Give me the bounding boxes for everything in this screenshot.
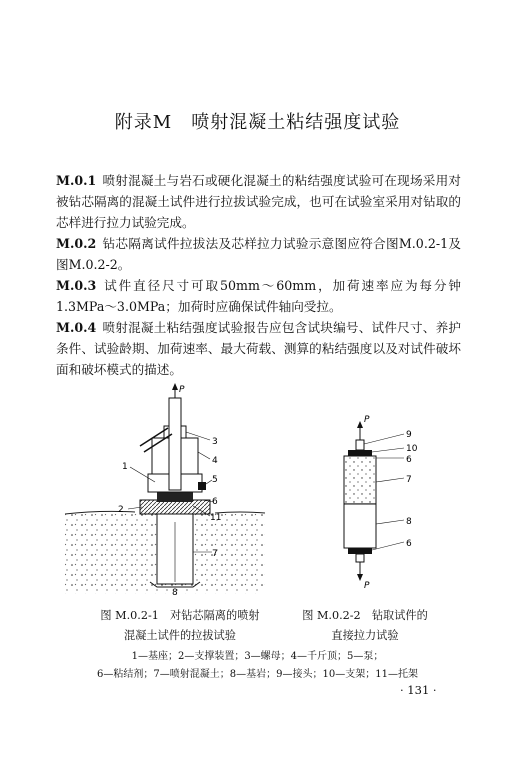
label-6: 6 xyxy=(212,497,218,507)
section-code: M.0.2 xyxy=(56,236,97,251)
section-text: 钻芯隔离试件拉拔法及芯样拉力试验示意图应符合图M.0.2-1及图M.0.2-2。 xyxy=(56,236,461,272)
label-6-bottom: 6 xyxy=(406,539,412,549)
joint xyxy=(356,440,364,450)
label-p-bottom: P xyxy=(364,581,370,591)
figure1-caption xyxy=(80,606,280,646)
label-8: 8 xyxy=(172,588,178,597)
label-1: 1 xyxy=(122,462,128,472)
label-10: 10 xyxy=(406,444,418,454)
section-text: 喷射混凝土粘结强度试验报告应包含试块编号、试件尺寸、养护条件、试验龄期、加荷速率、最大荷载、测算的粘结强度以及对试件破坏面和破坏模式的描述。 xyxy=(56,320,461,377)
section-code: M.0.4 xyxy=(56,320,97,335)
label-8: 8 xyxy=(406,517,412,527)
page-title: 附录M 喷射混凝土粘结强度试验 xyxy=(114,112,401,133)
section-text: 试件直径尺寸可取50mm～60mm，加荷速率应为每分钟1.3MPa～3.0MPa；加荷时应确保试件轴向受拉。 xyxy=(56,278,461,314)
ground-surface-line xyxy=(65,511,135,514)
section-code: M.0.3 xyxy=(56,278,97,293)
figure-direct-tension-test xyxy=(320,412,430,592)
label-7: 7 xyxy=(406,475,412,485)
shotcrete-core xyxy=(344,456,376,504)
section-text: 喷射混凝土与岩石或硬化混凝土的粘结强度试验可在现场采用对被钻芯隔离的混凝土试件进行拉拔试验完成，也可在试验室采用对钻取的芯样进行拉力试验完成。 xyxy=(56,173,461,230)
page-number: · 131 · xyxy=(400,683,437,697)
label-5: 5 xyxy=(212,475,218,485)
label-9: 9 xyxy=(406,430,412,440)
bracket-top xyxy=(348,450,372,456)
label-4: 4 xyxy=(212,456,218,466)
bracket-bottom xyxy=(348,548,372,554)
rock-core xyxy=(344,504,376,548)
label-3: 3 xyxy=(212,437,218,447)
caption-line: 图 M.0.2-1 对钻芯隔离的喷射 xyxy=(100,609,260,622)
paragraph-m03 xyxy=(56,275,461,317)
label-11: 11 xyxy=(210,513,222,523)
label-p: P xyxy=(179,385,185,395)
paragraph-m02 xyxy=(56,233,461,275)
figure-legend xyxy=(40,648,475,684)
label-7: 7 xyxy=(212,549,218,559)
paragraph-m01 xyxy=(56,170,461,233)
support-device xyxy=(140,500,210,514)
tension-rod xyxy=(169,398,181,490)
label-6-top: 6 xyxy=(406,455,412,465)
caption-line: 直接拉力试验 xyxy=(331,629,399,642)
caption-line: 图 M.0.2-2 钻取试件的 xyxy=(302,609,428,622)
caption-line: 混凝土试件的拉拔试验 xyxy=(124,629,236,642)
paragraph-m04 xyxy=(56,317,461,380)
figure-pull-out-test xyxy=(60,382,270,597)
legend-line: 1—基座；2—支撑装置；3—螺母；4—千斤顶；5—泵； xyxy=(131,651,384,662)
figure2-caption xyxy=(285,606,445,646)
label-p-top: P xyxy=(364,415,370,425)
label-2: 2 xyxy=(118,505,124,515)
legend-line: 6—粘结剂；7—喷射混凝土；8—基岩；9—接头；10—支架；11—托架 xyxy=(97,669,418,680)
section-code: M.0.1 xyxy=(56,173,97,188)
